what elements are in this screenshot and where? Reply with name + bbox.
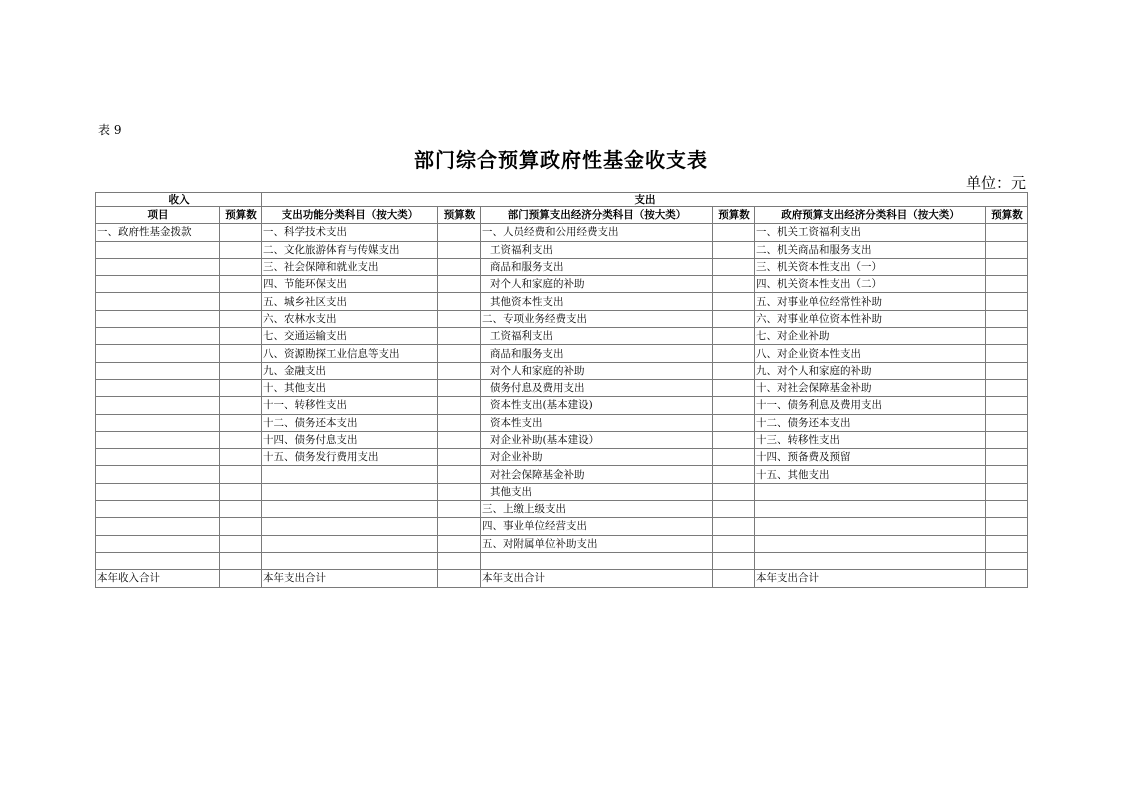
total-dept-label: 本年支出合计	[481, 570, 713, 587]
dept-econ-class-cell: 三、上缴上级支出	[481, 501, 713, 518]
income-budget-cell	[220, 431, 262, 448]
table-row	[96, 518, 1028, 535]
dept-econ-class-cell: 对个人和家庭的补助	[481, 276, 713, 293]
function-class-cell: 二、文化旅游体育与传媒支出	[262, 241, 438, 258]
gov-econ-class-cell	[755, 535, 986, 552]
function-class-cell: 十五、债务发行费用支出	[262, 449, 438, 466]
income-item-cell	[96, 258, 220, 275]
table-row	[96, 293, 1028, 310]
gov-econ-class-cell: 五、对事业单位经常性补助	[755, 293, 986, 310]
income-item-cell	[96, 310, 220, 327]
income-item-cell	[96, 449, 220, 466]
income-budget-cell	[220, 535, 262, 552]
gov-econ-class-cell: 十一、债务利息及费用支出	[755, 397, 986, 414]
table-row	[96, 310, 1028, 327]
function-budget-cell	[438, 345, 481, 362]
function-class-cell: 七、交通运输支出	[262, 328, 438, 345]
function-budget-cell	[438, 224, 481, 241]
gov-econ-class-cell: 十五、其他支出	[755, 466, 986, 483]
unit-label: 单位：元	[965, 174, 1026, 192]
income-item-cell	[96, 518, 220, 535]
col-header-item: 项目	[96, 207, 220, 224]
function-class-cell: 六、农林水支出	[262, 310, 438, 327]
table-row	[96, 483, 1028, 500]
table-row	[96, 466, 1028, 483]
gov-budget-cell	[986, 552, 1028, 569]
dept-budget-cell	[713, 345, 755, 362]
income-item-cell	[96, 328, 220, 345]
income-budget-cell	[220, 258, 262, 275]
dept-econ-class-cell: 一、人员经费和公用经费支出	[481, 224, 713, 241]
income-budget-cell	[220, 276, 262, 293]
gov-econ-class-cell: 八、对企业资本性支出	[755, 345, 986, 362]
dept-econ-class-cell: 对企业补助	[481, 449, 713, 466]
function-class-cell: 五、城乡社区支出	[262, 293, 438, 310]
dept-budget-cell	[713, 414, 755, 431]
table-row	[96, 449, 1028, 466]
gov-budget-cell	[986, 431, 1028, 448]
gov-econ-class-cell	[755, 483, 986, 500]
dept-budget-cell	[713, 258, 755, 275]
table-row	[96, 501, 1028, 518]
gov-budget-cell	[986, 397, 1028, 414]
dept-econ-class-cell: 商品和服务支出	[481, 345, 713, 362]
total-dept-budget-cell	[713, 570, 755, 587]
gov-econ-class-cell: 三、机关资本性支出（一）	[755, 258, 986, 275]
function-class-cell	[262, 466, 438, 483]
gov-econ-class-cell: 六、对事业单位资本性补助	[755, 310, 986, 327]
function-budget-cell	[438, 328, 481, 345]
table-row	[96, 328, 1028, 345]
function-budget-cell	[438, 414, 481, 431]
table-row	[96, 431, 1028, 448]
col-header-dept-econ-class: 部门预算支出经济分类科目（按大类）	[481, 207, 713, 224]
function-class-cell: 八、资源勘探工业信息等支出	[262, 345, 438, 362]
page-title: 部门综合预算政府性基金收支表	[414, 148, 708, 172]
dept-econ-class-cell: 对企业补助(基本建设）	[481, 431, 713, 448]
income-budget-cell	[220, 293, 262, 310]
gov-econ-class-cell	[755, 552, 986, 569]
income-budget-cell	[220, 379, 262, 396]
function-budget-cell	[438, 552, 481, 569]
table-row	[96, 258, 1028, 275]
dept-budget-cell	[713, 362, 755, 379]
total-gov-label: 本年支出合计	[755, 570, 986, 587]
function-budget-cell	[438, 379, 481, 396]
income-budget-cell	[220, 483, 262, 500]
dept-econ-class-cell: 其他资本性支出	[481, 293, 713, 310]
dept-econ-class-cell: 商品和服务支出	[481, 258, 713, 275]
group-header-row	[96, 193, 1028, 207]
total-function-label: 本年支出合计	[262, 570, 438, 587]
income-item-cell	[96, 397, 220, 414]
income-budget-cell	[220, 362, 262, 379]
function-class-cell: 四、节能环保支出	[262, 276, 438, 293]
dept-econ-class-cell: 债务付息及费用支出	[481, 379, 713, 396]
income-budget-cell	[220, 224, 262, 241]
dept-econ-class-cell: 工资福利支出	[481, 328, 713, 345]
function-class-cell	[262, 483, 438, 500]
income-item-cell	[96, 362, 220, 379]
dept-econ-class-cell	[481, 552, 713, 569]
function-budget-cell	[438, 241, 481, 258]
budget-table	[95, 192, 1028, 588]
dept-econ-class-cell: 对个人和家庭的补助	[481, 362, 713, 379]
function-budget-cell	[438, 501, 481, 518]
income-item-cell	[96, 535, 220, 552]
gov-econ-class-cell: 十二、债务还本支出	[755, 414, 986, 431]
gov-budget-cell	[986, 535, 1028, 552]
col-header-gov-budget: 预算数	[986, 207, 1028, 224]
total-income-label: 本年收入合计	[96, 570, 220, 587]
dept-econ-class-cell: 工资福利支出	[481, 241, 713, 258]
dept-budget-cell	[713, 293, 755, 310]
col-header-function-budget: 预算数	[438, 207, 481, 224]
function-class-cell: 十二、债务还本支出	[262, 414, 438, 431]
dept-budget-cell	[713, 310, 755, 327]
gov-budget-cell	[986, 483, 1028, 500]
col-header-function-class: 支出功能分类科目（按大类）	[262, 207, 438, 224]
table-row	[96, 224, 1028, 241]
income-budget-cell	[220, 328, 262, 345]
function-class-cell	[262, 501, 438, 518]
dept-budget-cell	[713, 241, 755, 258]
table-row	[96, 345, 1028, 362]
income-budget-cell	[220, 345, 262, 362]
function-class-cell: 三、社会保障和就业支出	[262, 258, 438, 275]
income-item-cell	[96, 241, 220, 258]
function-budget-cell	[438, 518, 481, 535]
income-budget-cell	[220, 501, 262, 518]
function-class-cell: 十四、债务付息支出	[262, 431, 438, 448]
table-row	[96, 241, 1028, 258]
table-row	[96, 379, 1028, 396]
gov-econ-class-cell: 十、对社会保障基金补助	[755, 379, 986, 396]
dept-budget-cell	[713, 483, 755, 500]
function-class-cell: 十、其他支出	[262, 379, 438, 396]
function-budget-cell	[438, 449, 481, 466]
dept-econ-class-cell: 五、对附属单位补助支出	[481, 535, 713, 552]
table-row	[96, 397, 1028, 414]
function-budget-cell	[438, 535, 481, 552]
gov-budget-cell	[986, 379, 1028, 396]
table-row	[96, 414, 1028, 431]
dept-budget-cell	[713, 328, 755, 345]
income-budget-cell	[220, 397, 262, 414]
income-item-cell	[96, 414, 220, 431]
function-budget-cell	[438, 293, 481, 310]
gov-budget-cell	[986, 362, 1028, 379]
gov-budget-cell	[986, 518, 1028, 535]
total-gov-budget-cell	[986, 570, 1028, 587]
income-budget-cell	[220, 241, 262, 258]
gov-econ-class-cell: 四、机关资本性支出（二）	[755, 276, 986, 293]
income-item-cell	[96, 552, 220, 569]
dept-budget-cell	[713, 518, 755, 535]
income-item-cell	[96, 431, 220, 448]
income-item-cell: 一、政府性基金拨款	[96, 224, 220, 241]
dept-econ-class-cell: 资本性支出	[481, 414, 713, 431]
totals-row	[96, 570, 1028, 587]
dept-econ-class-cell: 资本性支出(基本建设)	[481, 397, 713, 414]
table-number: 表 9	[98, 123, 122, 137]
table-row	[96, 362, 1028, 379]
gov-econ-class-cell: 七、对企业补助	[755, 328, 986, 345]
gov-budget-cell	[986, 241, 1028, 258]
function-class-cell: 一、科学技术支出	[262, 224, 438, 241]
function-budget-cell	[438, 397, 481, 414]
income-budget-cell	[220, 518, 262, 535]
gov-budget-cell	[986, 258, 1028, 275]
table-row	[96, 276, 1028, 293]
dept-budget-cell	[713, 224, 755, 241]
income-group-header: 收入	[96, 193, 262, 207]
function-budget-cell	[438, 276, 481, 293]
col-header-gov-econ-class: 政府预算支出经济分类科目（按大类）	[755, 207, 986, 224]
income-item-cell	[96, 293, 220, 310]
total-function-budget-cell	[438, 570, 481, 587]
table-row	[96, 552, 1028, 569]
function-class-cell	[262, 518, 438, 535]
income-item-cell	[96, 466, 220, 483]
gov-budget-cell	[986, 328, 1028, 345]
dept-budget-cell	[713, 397, 755, 414]
gov-budget-cell	[986, 293, 1028, 310]
function-budget-cell	[438, 310, 481, 327]
table-body	[96, 224, 1028, 570]
function-budget-cell	[438, 258, 481, 275]
dept-budget-cell	[713, 535, 755, 552]
gov-econ-class-cell	[755, 501, 986, 518]
income-item-cell	[96, 501, 220, 518]
income-budget-cell	[220, 414, 262, 431]
gov-econ-class-cell	[755, 518, 986, 535]
income-item-cell	[96, 483, 220, 500]
income-item-cell	[96, 345, 220, 362]
gov-budget-cell	[986, 414, 1028, 431]
gov-econ-class-cell: 九、对个人和家庭的补助	[755, 362, 986, 379]
dept-budget-cell	[713, 431, 755, 448]
income-budget-cell	[220, 310, 262, 327]
income-item-cell	[96, 379, 220, 396]
col-header-income-budget: 预算数	[220, 207, 262, 224]
dept-budget-cell	[713, 501, 755, 518]
income-budget-cell	[220, 466, 262, 483]
table-row	[96, 535, 1028, 552]
gov-budget-cell	[986, 345, 1028, 362]
total-income-budget-cell	[220, 570, 262, 587]
gov-budget-cell	[986, 466, 1028, 483]
dept-budget-cell	[713, 379, 755, 396]
gov-budget-cell	[986, 224, 1028, 241]
gov-econ-class-cell: 十四、预备费及预留	[755, 449, 986, 466]
expense-group-header: 支出	[262, 193, 1028, 207]
gov-econ-class-cell: 二、机关商品和服务支出	[755, 241, 986, 258]
dept-econ-class-cell: 四、事业单位经营支出	[481, 518, 713, 535]
dept-budget-cell	[713, 449, 755, 466]
function-class-cell: 九、金融支出	[262, 362, 438, 379]
gov-budget-cell	[986, 449, 1028, 466]
function-class-cell: 十一、转移性支出	[262, 397, 438, 414]
function-budget-cell	[438, 362, 481, 379]
gov-econ-class-cell: 十三、转移性支出	[755, 431, 986, 448]
column-header-row	[96, 207, 1028, 224]
gov-budget-cell	[986, 276, 1028, 293]
function-budget-cell	[438, 483, 481, 500]
income-item-cell	[96, 276, 220, 293]
dept-budget-cell	[713, 466, 755, 483]
gov-budget-cell	[986, 501, 1028, 518]
dept-econ-class-cell: 对社会保障基金补助	[481, 466, 713, 483]
function-class-cell	[262, 535, 438, 552]
function-class-cell	[262, 552, 438, 569]
function-budget-cell	[438, 431, 481, 448]
income-budget-cell	[220, 552, 262, 569]
dept-econ-class-cell: 其他支出	[481, 483, 713, 500]
income-budget-cell	[220, 449, 262, 466]
col-header-dept-budget: 预算数	[713, 207, 755, 224]
dept-econ-class-cell: 二、专项业务经费支出	[481, 310, 713, 327]
dept-budget-cell	[713, 276, 755, 293]
gov-budget-cell	[986, 310, 1028, 327]
function-budget-cell	[438, 466, 481, 483]
dept-budget-cell	[713, 552, 755, 569]
gov-econ-class-cell: 一、机关工资福利支出	[755, 224, 986, 241]
